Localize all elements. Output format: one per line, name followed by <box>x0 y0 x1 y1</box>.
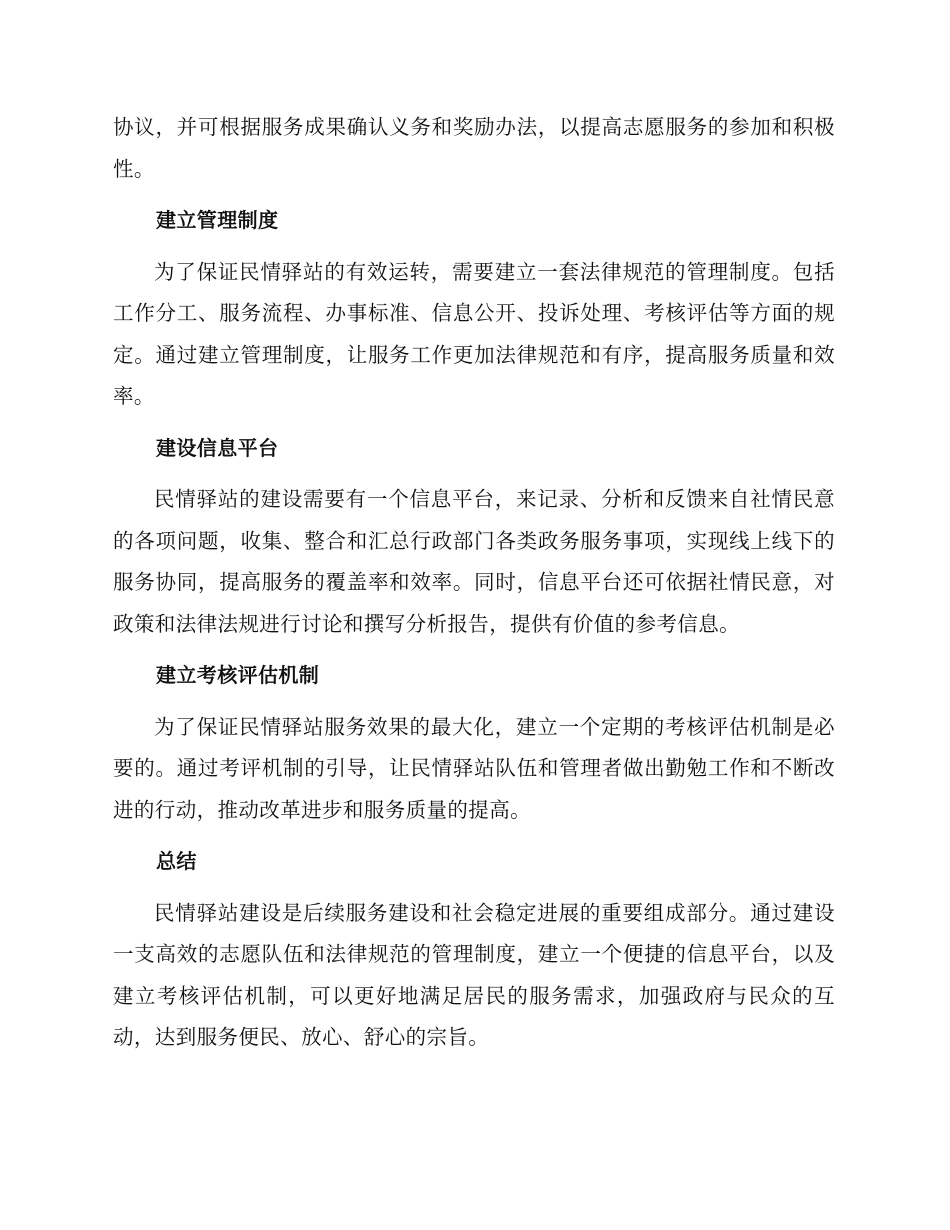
paragraph-continued-volunteer-agreement: 协议，并可根据服务成果确认义务和奖励办法，以提高志愿服务的参加和积极性。 <box>113 115 835 181</box>
heading-management-system: 建立管理制度 <box>156 208 279 232</box>
heading-assessment-mechanism: 建立考核评估机制 <box>156 663 320 687</box>
paragraph-assessment-mechanism: 为了保证民情驿站服务效果的最大化，建立一个定期的考核评估机制是必要的。通过考评机制的引导，让民情驿站队伍和管理者做出勤勉工作和不断改进的行动，推动改革进步和服务质量的提高。 <box>113 714 835 822</box>
document-body <box>113 107 835 1069</box>
paragraph-information-platform: 民情驿站的建设需要有一个信息平台，来记录、分析和反馈来自社情民意的各项问题，收集、整合和汇总行政部门各类政务服务事项，实现线上线下的服务协同，提高服务的覆盖率和效率。同时，信息平台还可依据社情民意，对政策和法律法规进行讨论和撰写分析报告，提供有价值的参考信息。 <box>113 487 835 636</box>
heading-information-platform: 建设信息平台 <box>156 435 279 460</box>
heading-summary: 总结 <box>156 849 197 873</box>
paragraph-management-system: 为了保证民情驿站的有效运转，需要建立一套法律规范的管理制度。包括工作分工、服务流程、办事标准、信息公开、投诉处理、考核评估等方面的规定。通过建立管理制度，让服务工作更加法律规范和有序，提高服务质量和效率。 <box>113 259 835 408</box>
paragraph-summary: 民情驿站建设是后续服务建设和社会稳定进展的重要组成部分。通过建设一支高效的志愿队伍和法律规范的管理制度，建立一个便捷的信息平台，以及建立考核评估机制，可以更好地满足居民的服务需求，加强政府与民众的互动，达到服务便民、放心、舒心的宗旨。 <box>113 900 835 1049</box>
